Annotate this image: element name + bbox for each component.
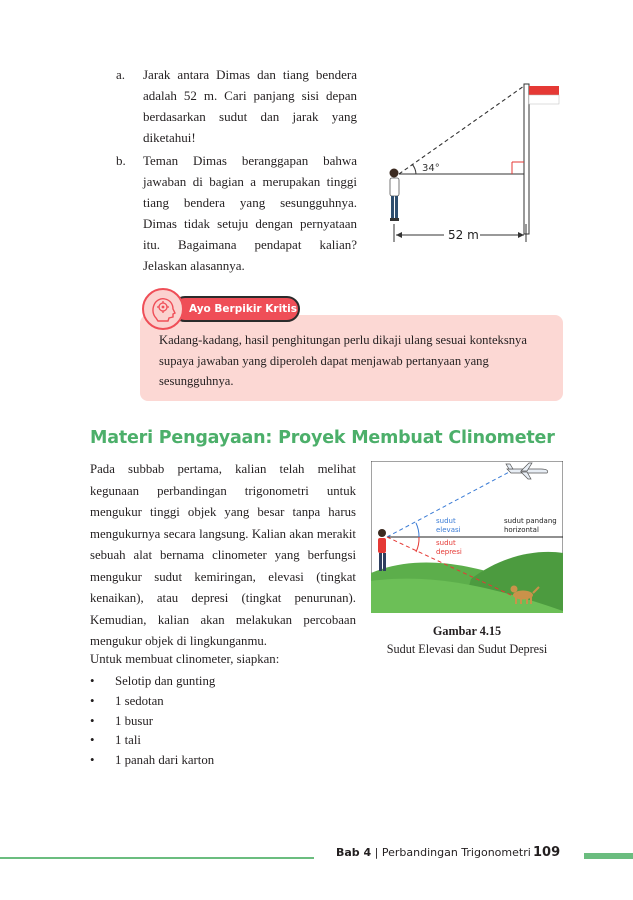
person-icon [378,529,386,571]
footer-accent-bar [584,853,633,859]
angle-label: 34° [422,163,440,174]
thinking-head-icon [142,288,184,330]
elevation-depression-figure [371,461,563,613]
list-item: • 1 busur [90,712,215,732]
footer-divider [0,857,314,859]
flag-red [529,86,559,95]
question-b-label: b. [116,153,126,168]
flagpole-figure [372,78,572,258]
elevation-label-1: sudut [436,517,456,525]
critical-thinking-text: Kadang-kadang, hasil penghitungan perlu dikaji ulang sesuai konteksnya supaya jawaban yang diperoleh dapat menjawab pertanyaan yang sesungguhnya. [159,333,527,388]
list-item: • 1 panah dari karton [90,751,215,771]
section-title: Materi Pengayaan: Proyek Membuat Clinometer [90,428,555,448]
supplies-list [90,672,215,771]
figure-caption [372,622,562,658]
prep-intro: Untuk membuat clinometer, siapkan: [90,652,280,666]
arrowhead-left [396,232,402,238]
head-gear-icon [144,290,182,328]
question-a-text: Jarak antara Dimas dan tiang bendera adalah 52 m. Cari panjang sisi depan berdasarkan sudut dan jarak yang diketahui! [143,67,357,145]
footer-chapter [336,846,531,859]
depression-label-2: depresi [436,548,462,556]
page-number: 109 [533,845,561,860]
person-icon [390,169,400,222]
depression-label-1: sudut [436,539,456,547]
question-a-label: a. [116,67,126,82]
list-item: • 1 sedotan [90,692,215,712]
figure-caption-text: Sudut Elevasi dan Sudut Depresi [386,642,548,656]
body-paragraph: Pada subbab pertama, kalian telah melihat kegunaan perbandingan trigonometri untuk mengukur tinggi objek yang besar tanpa harus mengukurnya secara langsung. Kalian akan merakit sebuah alat bernama clinometer yang berfungsi mengukur sudut kemiringan, elevasi (tingkat kenaikan), atau depresi (tingkat penurunan). Kemudian, kalian akan melakukan percobaan mengukur objek di lingkunganmu. [90,462,356,648]
figure-caption-title: Gambar 4.15 [432,624,502,638]
list-item: • 1 tali [90,731,215,751]
list-item: • Selotip dan gunting [90,672,215,692]
critical-thinking-badge-label: Ayo Berpikir Kritis [188,303,298,315]
horizontal-label-2: horizontal [504,526,539,534]
distance-label: 52 m [448,228,479,242]
elevation-label-2: elevasi [436,526,461,534]
sight-line [399,86,524,174]
question-list [116,64,357,276]
angle-arc [412,164,416,174]
question-a [116,64,357,148]
flag-white [529,95,559,104]
horizontal-label-1: sudut pandang [504,517,557,525]
critical-thinking-badge [172,296,300,322]
flag-pole [524,84,529,234]
footer-chapter-number: Bab 4 [336,846,372,859]
arrowhead-right [518,232,524,238]
question-b [116,150,357,276]
footer-chapter-title: | Perbandingan Trigonometri [371,846,531,859]
question-b-text: Teman Dimas beranggapan bahwa jawaban di bagian a merupakan tinggi tiang bendera yang sesungguhnya. Dimas tidak setuju dengan pernyataan itu. Bagaimana pendapat kalian? Jelaskan alasannya. [143,153,357,273]
